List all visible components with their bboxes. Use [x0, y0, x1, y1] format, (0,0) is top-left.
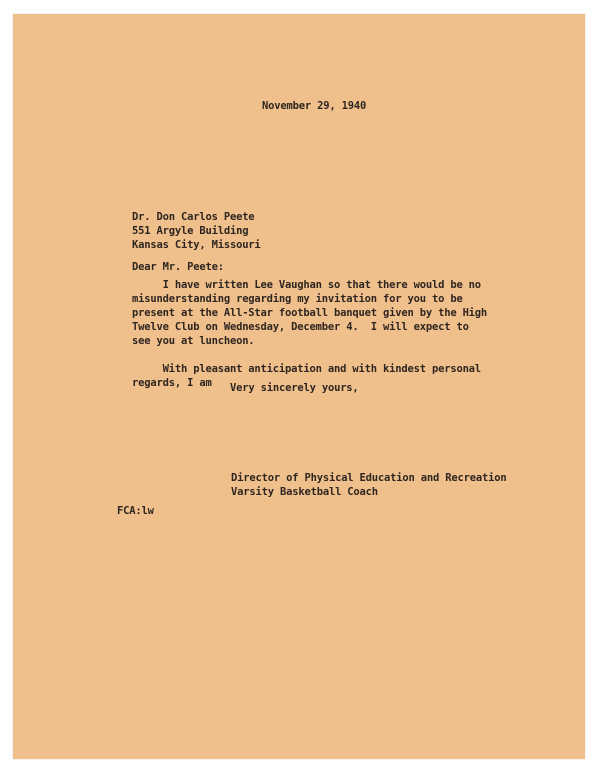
signature-subtitle: Varsity Basketball Coach: [231, 486, 378, 498]
recipient-street: 551 Argyle Building: [132, 225, 249, 237]
recipient-address: [132, 210, 261, 252]
signature-title: Director of Physical Education and Recreation: [231, 472, 507, 484]
letter-date: November 29, 1940: [262, 100, 367, 112]
recipient-city: Kansas City, Missouri: [132, 239, 261, 251]
signature-block: [231, 471, 506, 499]
salutation: Dear Mr. Peete:: [132, 261, 224, 273]
body-line: see you at luncheon.: [132, 335, 255, 347]
letter-page: [13, 14, 585, 759]
complimentary-closing: Very sincerely yours,: [230, 382, 359, 394]
body-line: Twelve Club on Wednesday, December 4. I will expect to: [132, 321, 469, 333]
letter-body: [132, 278, 487, 390]
body-line: I have written Lee Vaughan so that there would be no: [132, 279, 481, 291]
body-line: present at the All-Star football banquet given by the High: [132, 307, 488, 319]
recipient-name: Dr. Don Carlos Peete: [132, 211, 255, 223]
reference-initials: FCA:lw: [117, 505, 154, 517]
body-line: misunderstanding regarding my invitation for you to be: [132, 293, 463, 305]
body-line: With pleasant anticipation and with kindest personal: [132, 363, 481, 375]
body-line: regards, I am: [132, 377, 212, 389]
